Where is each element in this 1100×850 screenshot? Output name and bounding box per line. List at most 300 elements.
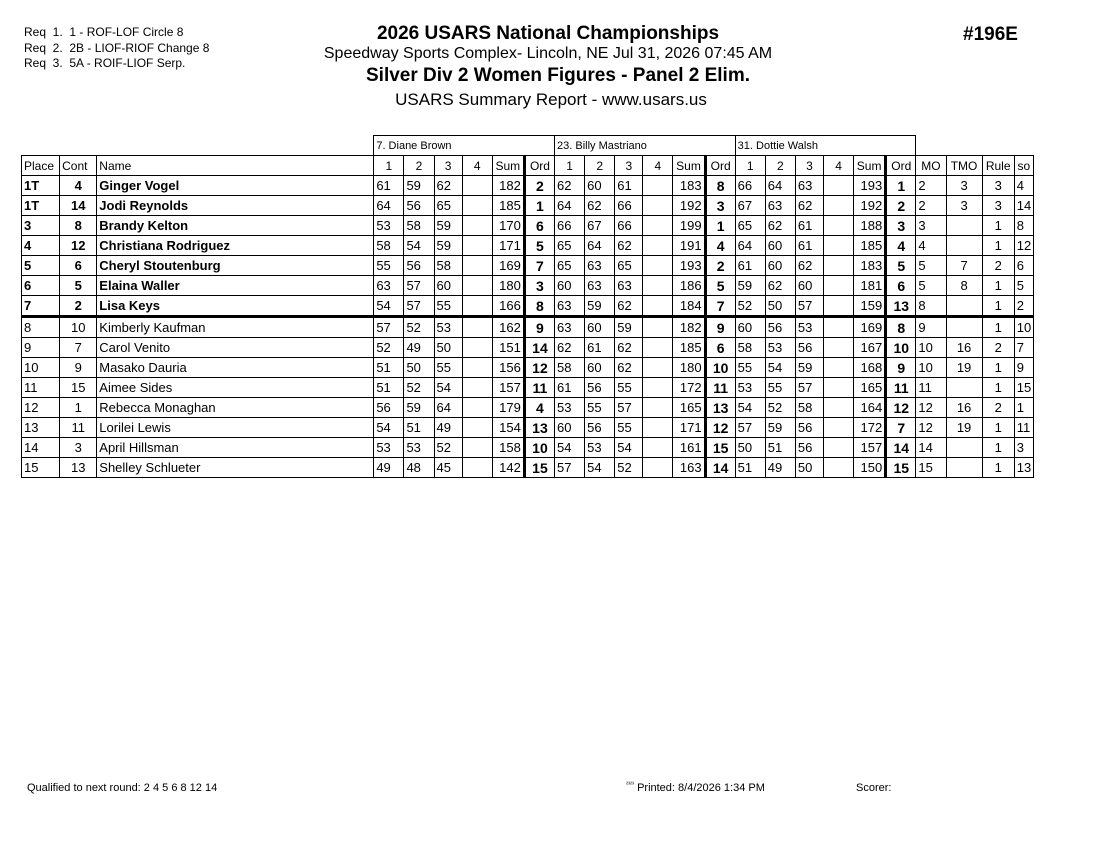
- judge-3-score-4: [823, 438, 853, 458]
- rule-cell: 1: [982, 378, 1014, 398]
- judge-1-score-1: 55: [374, 256, 404, 276]
- so-cell: 3: [1014, 438, 1033, 458]
- judge-3-score-2: 54: [765, 358, 795, 378]
- rule-cell: 1: [982, 458, 1014, 478]
- judge-header-row: [22, 136, 1034, 156]
- judge-3-score-1: 57: [735, 418, 765, 438]
- so-cell: 6: [1014, 256, 1033, 276]
- judge-2-sum: 192: [673, 196, 705, 216]
- judge-3-score-3: 58: [795, 398, 823, 418]
- judge-2-score-4: [643, 398, 673, 418]
- place-cell: 3: [22, 216, 60, 236]
- judge-2-score-2: 64: [585, 236, 615, 256]
- judge-3-ordinal: 7: [886, 418, 916, 438]
- judge-3-score-4: [823, 418, 853, 438]
- judge-2-sum: 172: [673, 378, 705, 398]
- judge-2-score-4: [643, 458, 673, 478]
- judge-3-score-1: 66: [735, 176, 765, 196]
- judge-1-ordinal: 6: [524, 216, 554, 236]
- col-j1-ord: Ord: [524, 156, 554, 176]
- rule-cell: 1: [982, 216, 1014, 236]
- skater-name-cell: April Hillsman: [97, 438, 374, 458]
- col-j1-2: 2: [404, 156, 434, 176]
- place-cell: 7: [22, 296, 60, 317]
- judge-3-sum: 159: [854, 296, 886, 317]
- judge-3-ordinal: 9: [886, 358, 916, 378]
- so-cell: 8: [1014, 216, 1033, 236]
- judge-3-score-3: 62: [795, 256, 823, 276]
- judge-3-score-3: 59: [795, 358, 823, 378]
- skater-name-cell: Kimberly Kaufman: [97, 317, 374, 338]
- place-cell: 1T: [22, 196, 60, 216]
- judge-3-score-2: 60: [765, 236, 795, 256]
- judge-3-score-2: 62: [765, 276, 795, 296]
- skater-name-cell: Lisa Keys: [97, 296, 374, 317]
- judge-2-sum: 163: [673, 458, 705, 478]
- so-cell: 5: [1014, 276, 1033, 296]
- contestant-number-cell: 6: [60, 256, 97, 276]
- judge-1-score-4: [462, 317, 492, 338]
- judge-1-score-2: 52: [404, 378, 434, 398]
- contestant-number-cell: 11: [60, 418, 97, 438]
- judge-2-ordinal: 5: [705, 276, 735, 296]
- table-row: [22, 317, 1034, 338]
- contestant-number-cell: 3: [60, 438, 97, 458]
- judge-3-sum: 167: [854, 338, 886, 358]
- judge-1-sum: 158: [492, 438, 524, 458]
- judge-1-score-4: [462, 338, 492, 358]
- place-cell: 1T: [22, 176, 60, 196]
- judge-3-sum: 168: [854, 358, 886, 378]
- table-row: [22, 236, 1034, 256]
- judge-2-score-4: [643, 378, 673, 398]
- judge-3-score-1: 59: [735, 276, 765, 296]
- judge-2-score-4: [643, 338, 673, 358]
- judge-3-ordinal: 15: [886, 458, 916, 478]
- judge-3-ordinal: 8: [886, 317, 916, 338]
- judge-3-sum: 165: [854, 378, 886, 398]
- so-cell: 13: [1014, 458, 1033, 478]
- judge-1-ordinal: 1: [524, 196, 554, 216]
- judge-3-score-3: 63: [795, 176, 823, 196]
- judge-1-sum: 179: [492, 398, 524, 418]
- judge-1-sum: 171: [492, 236, 524, 256]
- judge-1-ordinal: 15: [524, 458, 554, 478]
- judge-3-sum: 183: [854, 256, 886, 276]
- contestant-number-cell: 4: [60, 176, 97, 196]
- judge-3-score-2: 62: [765, 216, 795, 236]
- judge-1-score-4: [462, 438, 492, 458]
- tmo-cell: [946, 458, 982, 478]
- tmo-cell: [946, 236, 982, 256]
- rule-cell: 1: [982, 296, 1014, 317]
- judge-2-ordinal: 10: [705, 358, 735, 378]
- judge-1-score-1: 53: [374, 438, 404, 458]
- tmo-cell: 8: [946, 276, 982, 296]
- col-tmo: TMO: [946, 156, 982, 176]
- table-row: [22, 418, 1034, 438]
- judge-3-score-4: [823, 358, 853, 378]
- judge-1-sum: 182: [492, 176, 524, 196]
- judge-1-ordinal: 14: [524, 338, 554, 358]
- judge-1-score-2: 59: [404, 176, 434, 196]
- rule-cell: 1: [982, 317, 1014, 338]
- judge-3-ordinal: 14: [886, 438, 916, 458]
- printed-date: Printed: 8/4/2026 1:34 PM: [637, 782, 765, 794]
- judge-1-score-4: [462, 296, 492, 317]
- judge-2-score-2: 54: [585, 458, 615, 478]
- judge-2-score-2: 60: [585, 358, 615, 378]
- judge-1-score-1: 56: [374, 398, 404, 418]
- judge-2-score-1: 61: [555, 378, 585, 398]
- judge-3-sum: 192: [854, 196, 886, 216]
- judge-1-name: 7. Diane Brown: [374, 136, 555, 156]
- judge-1-score-2: 59: [404, 398, 434, 418]
- col-j1-4: 4: [462, 156, 492, 176]
- judge-2-score-1: 53: [555, 398, 585, 418]
- skater-name-cell: Masako Dauria: [97, 358, 374, 378]
- requirement-2: Req 2. 2B - LIOF-RIOF Change 8: [24, 40, 210, 55]
- col-j2-2: 2: [585, 156, 615, 176]
- judge-3-score-4: [823, 296, 853, 317]
- judge-3-score-2: 56: [765, 317, 795, 338]
- judge-1-sum: 169: [492, 256, 524, 276]
- judge-2-ordinal: 7: [705, 296, 735, 317]
- judge-2-score-2: 60: [585, 176, 615, 196]
- rule-cell: 1: [982, 236, 1014, 256]
- judge-1-score-1: 63: [374, 276, 404, 296]
- judge-3-score-3: 61: [795, 236, 823, 256]
- col-j3-ord: Ord: [886, 156, 916, 176]
- judge-3-score-2: 52: [765, 398, 795, 418]
- judge-1-sum: 157: [492, 378, 524, 398]
- table-row: [22, 216, 1034, 236]
- judge-1-score-4: [462, 418, 492, 438]
- judge-1-score-2: 48: [404, 458, 434, 478]
- judge-3-sum: 169: [854, 317, 886, 338]
- event-number: #196E: [963, 24, 1018, 45]
- place-cell: 14: [22, 438, 60, 458]
- mo-cell: 12: [916, 418, 946, 438]
- judge-2-score-4: [643, 256, 673, 276]
- judge-3-score-4: [823, 216, 853, 236]
- contestant-number-cell: 9: [60, 358, 97, 378]
- judge-2-score-4: [643, 296, 673, 317]
- judge-3-sum: 172: [854, 418, 886, 438]
- judge-1-score-4: [462, 236, 492, 256]
- judge-2-ordinal: 11: [705, 378, 735, 398]
- judge-2-score-1: 62: [555, 338, 585, 358]
- judge-2-score-3: 55: [615, 418, 643, 438]
- judge-2-score-1: 63: [555, 296, 585, 317]
- judge-2-sum: 191: [673, 236, 705, 256]
- judge-2-score-3: 62: [615, 296, 643, 317]
- judge-3-score-1: 58: [735, 338, 765, 358]
- judge-1-score-4: [462, 256, 492, 276]
- judge-3-score-3: 57: [795, 378, 823, 398]
- judge-2-score-3: 52: [615, 458, 643, 478]
- mo-cell: 2: [916, 196, 946, 216]
- judge-3-score-2: 49: [765, 458, 795, 478]
- judge-2-score-1: 65: [555, 236, 585, 256]
- contestant-number-cell: 5: [60, 276, 97, 296]
- rule-cell: 3: [982, 176, 1014, 196]
- contestant-number-cell: 14: [60, 196, 97, 216]
- place-cell: 10: [22, 358, 60, 378]
- tmo-cell: 7: [946, 256, 982, 276]
- judge-2-score-2: 62: [585, 196, 615, 216]
- judge-3-score-3: 56: [795, 338, 823, 358]
- tmo-cell: [946, 378, 982, 398]
- judge-2-sum: 199: [673, 216, 705, 236]
- col-j2-3: 3: [615, 156, 643, 176]
- judge-2-score-4: [643, 216, 673, 236]
- judge-1-score-4: [462, 358, 492, 378]
- judge-2-ordinal: 13: [705, 398, 735, 418]
- table-row: [22, 338, 1034, 358]
- judge-3-score-3: 50: [795, 458, 823, 478]
- place-cell: 13: [22, 418, 60, 438]
- judge-1-score-4: [462, 196, 492, 216]
- judge-2-sum: 183: [673, 176, 705, 196]
- judge-3-name: 31. Dottie Walsh: [735, 136, 916, 156]
- judge-1-score-2: 58: [404, 216, 434, 236]
- judge-2-score-3: 59: [615, 317, 643, 338]
- col-j2-4: 4: [643, 156, 673, 176]
- judge-3-score-4: [823, 176, 853, 196]
- judge-1-sum: 185: [492, 196, 524, 216]
- table-row: [22, 398, 1034, 418]
- judge-3-score-1: 67: [735, 196, 765, 216]
- col-rule: Rule: [982, 156, 1014, 176]
- judge-1-sum: 170: [492, 216, 524, 236]
- judge-2-score-4: [643, 317, 673, 338]
- judge-2-score-3: 55: [615, 378, 643, 398]
- report-title: 2026 USARS National Championships: [376, 23, 720, 44]
- printed-line: [626, 782, 765, 794]
- mo-cell: 3: [916, 216, 946, 236]
- contestant-number-cell: 7: [60, 338, 97, 358]
- rule-cell: 1: [982, 438, 1014, 458]
- judge-2-sum: 161: [673, 438, 705, 458]
- judge-1-score-2: 56: [404, 196, 434, 216]
- judge-3-score-1: 65: [735, 216, 765, 236]
- judge-1-score-3: 45: [434, 458, 462, 478]
- judge-3-score-3: 56: [795, 438, 823, 458]
- contestant-number-cell: 1: [60, 398, 97, 418]
- judge-2-score-3: 57: [615, 398, 643, 418]
- judge-1-ordinal: 13: [524, 418, 554, 438]
- judge-3-score-4: [823, 276, 853, 296]
- contestant-number-cell: 8: [60, 216, 97, 236]
- judge-1-score-3: 49: [434, 418, 462, 438]
- judge-2-score-4: [643, 236, 673, 256]
- judge-2-score-1: 57: [555, 458, 585, 478]
- judge-1-score-1: 54: [374, 296, 404, 317]
- judge-2-score-3: 66: [615, 196, 643, 216]
- table-row: [22, 458, 1034, 478]
- col-place: Place: [22, 156, 60, 176]
- skater-name-cell: Christiana Rodriguez: [97, 236, 374, 256]
- judge-2-score-2: 63: [585, 276, 615, 296]
- judge-3-score-1: 61: [735, 256, 765, 276]
- judge-2-ordinal: 2: [705, 256, 735, 276]
- judge-1-score-3: 50: [434, 338, 462, 358]
- results-table: [21, 135, 1034, 478]
- judge-2-score-2: 59: [585, 296, 615, 317]
- judge-1-score-4: [462, 398, 492, 418]
- col-name: Name: [97, 156, 374, 176]
- judge-1-score-3: 64: [434, 398, 462, 418]
- judge-3-score-4: [823, 338, 853, 358]
- judge-3-score-1: 64: [735, 236, 765, 256]
- judge-1-score-4: [462, 458, 492, 478]
- judge-1-score-3: 55: [434, 296, 462, 317]
- place-cell: 5: [22, 256, 60, 276]
- rule-cell: 2: [982, 338, 1014, 358]
- table-row: [22, 256, 1034, 276]
- so-cell: 4: [1014, 176, 1033, 196]
- mo-cell: 2: [916, 176, 946, 196]
- judge-2-score-4: [643, 276, 673, 296]
- skater-name-cell: Rebecca Monaghan: [97, 398, 374, 418]
- table-row: [22, 358, 1034, 378]
- so-cell: 2: [1014, 296, 1033, 317]
- so-cell: 12: [1014, 236, 1033, 256]
- judge-1-score-3: 59: [434, 236, 462, 256]
- judge-2-score-3: 62: [615, 338, 643, 358]
- judge-1-score-1: 49: [374, 458, 404, 478]
- judge-1-score-1: 51: [374, 378, 404, 398]
- place-cell: 9: [22, 338, 60, 358]
- col-j1-1: 1: [374, 156, 404, 176]
- qualified-line: Qualified to next round: 2 4 5 6 8 12 14: [27, 782, 218, 794]
- judge-3-score-3: 53: [795, 317, 823, 338]
- judge-2-sum: 193: [673, 256, 705, 276]
- judge-1-score-2: 54: [404, 236, 434, 256]
- rule-cell: 2: [982, 398, 1014, 418]
- skater-name-cell: Brandy Kelton: [97, 216, 374, 236]
- col-cont: Cont: [60, 156, 97, 176]
- judge-3-ordinal: 1: [886, 176, 916, 196]
- judge-2-score-4: [643, 176, 673, 196]
- judge-2-sum: 171: [673, 418, 705, 438]
- place-cell: 6: [22, 276, 60, 296]
- mo-cell: 9: [916, 317, 946, 338]
- judge-1-score-2: 51: [404, 418, 434, 438]
- judge-1-score-4: [462, 176, 492, 196]
- place-cell: 12: [22, 398, 60, 418]
- judge-2-ordinal: 12: [705, 418, 735, 438]
- table-row: [22, 196, 1034, 216]
- judge-1-score-2: 49: [404, 338, 434, 358]
- judge-2-score-1: 64: [555, 196, 585, 216]
- judge-2-ordinal: 4: [705, 236, 735, 256]
- judge-2-sum: 186: [673, 276, 705, 296]
- tmo-cell: 16: [946, 338, 982, 358]
- judge-2-score-3: 54: [615, 438, 643, 458]
- judge-3-ordinal: 11: [886, 378, 916, 398]
- judge-1-ordinal: 8: [524, 296, 554, 317]
- judge-1-ordinal: 10: [524, 438, 554, 458]
- contestant-number-cell: 13: [60, 458, 97, 478]
- contestant-number-cell: 10: [60, 317, 97, 338]
- judge-1-sum: 166: [492, 296, 524, 317]
- mo-cell: 11: [916, 378, 946, 398]
- col-mo: MO: [916, 156, 946, 176]
- skater-name-cell: Lorilei Lewis: [97, 418, 374, 438]
- judge-1-score-3: 60: [434, 276, 462, 296]
- judge-1-score-3: 55: [434, 358, 462, 378]
- skater-name-cell: Elaina Waller: [97, 276, 374, 296]
- judge-3-score-2: 51: [765, 438, 795, 458]
- judge-2-score-1: 63: [555, 317, 585, 338]
- judge-3-score-3: 62: [795, 196, 823, 216]
- table-row: [22, 296, 1034, 317]
- judge-1-score-2: 53: [404, 438, 434, 458]
- judge-3-score-1: 51: [735, 458, 765, 478]
- judge-2-ordinal: 3: [705, 196, 735, 216]
- column-header-row: [22, 156, 1034, 176]
- judge-3-score-4: [823, 378, 853, 398]
- judge-1-score-4: [462, 378, 492, 398]
- judge-3-score-2: 59: [765, 418, 795, 438]
- judge-2-score-1: 60: [555, 418, 585, 438]
- scorer-label: Scorer:: [856, 782, 892, 794]
- tmo-cell: 3: [946, 196, 982, 216]
- judge-1-score-3: 58: [434, 256, 462, 276]
- judge-3-score-4: [823, 398, 853, 418]
- judge-2-ordinal: 6: [705, 338, 735, 358]
- judge-3-score-1: 55: [735, 358, 765, 378]
- skater-name-cell: Cheryl Stoutenburg: [97, 256, 374, 276]
- place-cell: 15: [22, 458, 60, 478]
- judge-1-score-3: 62: [434, 176, 462, 196]
- tmo-cell: 3: [946, 176, 982, 196]
- judge-1-score-1: 53: [374, 216, 404, 236]
- judge-3-ordinal: 5: [886, 256, 916, 276]
- mo-cell: 15: [916, 458, 946, 478]
- judge-2-name: 23. Billy Mastriano: [555, 136, 736, 156]
- mo-cell: 5: [916, 256, 946, 276]
- mo-cell: 14: [916, 438, 946, 458]
- col-j2-1: 1: [555, 156, 585, 176]
- judge-2-score-2: 67: [585, 216, 615, 236]
- judge-3-score-2: 53: [765, 338, 795, 358]
- col-j2-ord: Ord: [705, 156, 735, 176]
- judge-1-score-3: 59: [434, 216, 462, 236]
- judge-3-score-3: 60: [795, 276, 823, 296]
- judge-3-ordinal: 2: [886, 196, 916, 216]
- judge-1-sum: 156: [492, 358, 524, 378]
- judge-2-score-3: 61: [615, 176, 643, 196]
- tmo-cell: 19: [946, 418, 982, 438]
- judge-1-score-1: 61: [374, 176, 404, 196]
- tmo-cell: 19: [946, 358, 982, 378]
- judge-2-sum: 185: [673, 338, 705, 358]
- judge-3-score-4: [823, 256, 853, 276]
- judge-2-score-2: 56: [585, 378, 615, 398]
- judge-3-sum: 164: [854, 398, 886, 418]
- judge-1-score-1: 52: [374, 338, 404, 358]
- tmo-cell: [946, 296, 982, 317]
- judge-2-score-3: 62: [615, 358, 643, 378]
- judge-1-ordinal: 7: [524, 256, 554, 276]
- judge-3-score-1: 53: [735, 378, 765, 398]
- judge-2-score-2: 63: [585, 256, 615, 276]
- judge-3-score-3: 61: [795, 216, 823, 236]
- judge-3-ordinal: 4: [886, 236, 916, 256]
